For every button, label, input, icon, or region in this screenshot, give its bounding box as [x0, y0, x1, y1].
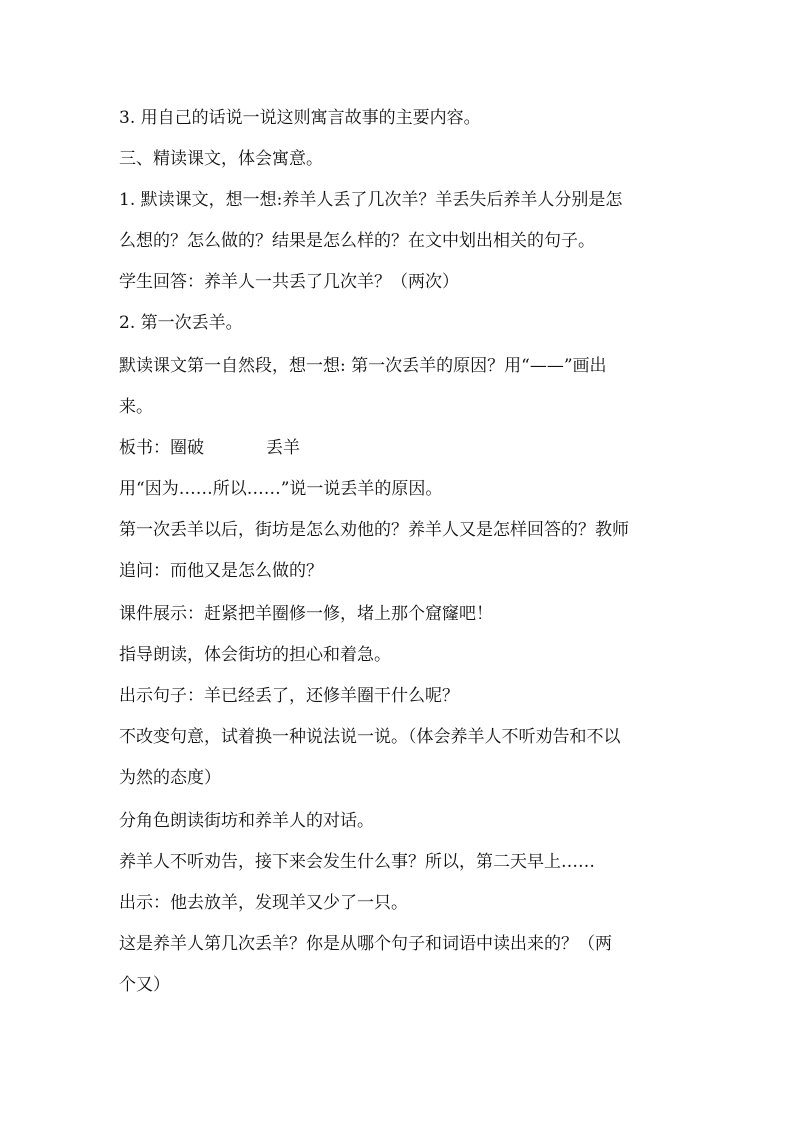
text-line: 第一次丢羊以后，街坊是怎么劝他的？养羊人又是怎样回答的？教师 [119, 520, 629, 540]
text-line: 个又） [119, 975, 170, 995]
text-line: 2. 第一次丢羊。 [119, 313, 243, 333]
text-line: 1. 默读课文，想一想:养羊人丢了几次羊？羊丢失后养羊人分别是怎 [119, 190, 623, 210]
text-line: 出示：他去放羊，发现羊又少了一只。 [119, 893, 408, 913]
text-line: 来。 [119, 397, 153, 417]
text-line: 不改变句意，试着换一种说法说一说。（体会养羊人不听劝告和不以 [119, 727, 621, 747]
text-line: 课件展示：赶紧把羊圈修一修，堵上那个窟窿吧！ [119, 604, 493, 624]
text-line: 分角色朗读街坊和养羊人的对话。 [119, 811, 374, 831]
text-line: 指导朗读，体会街坊的担心和着急。 [119, 645, 391, 665]
text-line: 用“因为……所以……”说一说丢羊的原因。 [119, 479, 443, 499]
text-line: 3. 用自己的话说一说这则寓言故事的主要内容。 [119, 108, 481, 128]
board-label: 板书：圈破 [119, 438, 204, 458]
text-line: 出示句子：羊已经丢了，还修羊圈干什么呢？ [119, 686, 459, 706]
text-line: 这是养羊人第几次丢羊？你是从哪个句子和词语中读出来的？（两 [119, 934, 612, 954]
text-line: 养羊人不听劝告，接下来会发生什么事？所以，第二天早上…… [119, 852, 595, 872]
text-line: 为然的态度） [119, 768, 221, 788]
text-line: 三、精读课文，体会寓意。 [119, 149, 323, 169]
text-line: 追问：而他又是怎么做的？ [119, 561, 323, 581]
text-line: 么想的？怎么做的？结果是怎么样的？在文中划出相关的句子。 [119, 231, 595, 251]
board-word: 丢羊 [266, 438, 300, 458]
board-writing [119, 436, 679, 460]
text-line: 默读课文第一自然段，想一想: 第一次丢羊的原因？用“——”画出 [119, 356, 607, 376]
text-line: 学生回答：养羊人一共丢了几次羊？（两次） [119, 272, 459, 292]
